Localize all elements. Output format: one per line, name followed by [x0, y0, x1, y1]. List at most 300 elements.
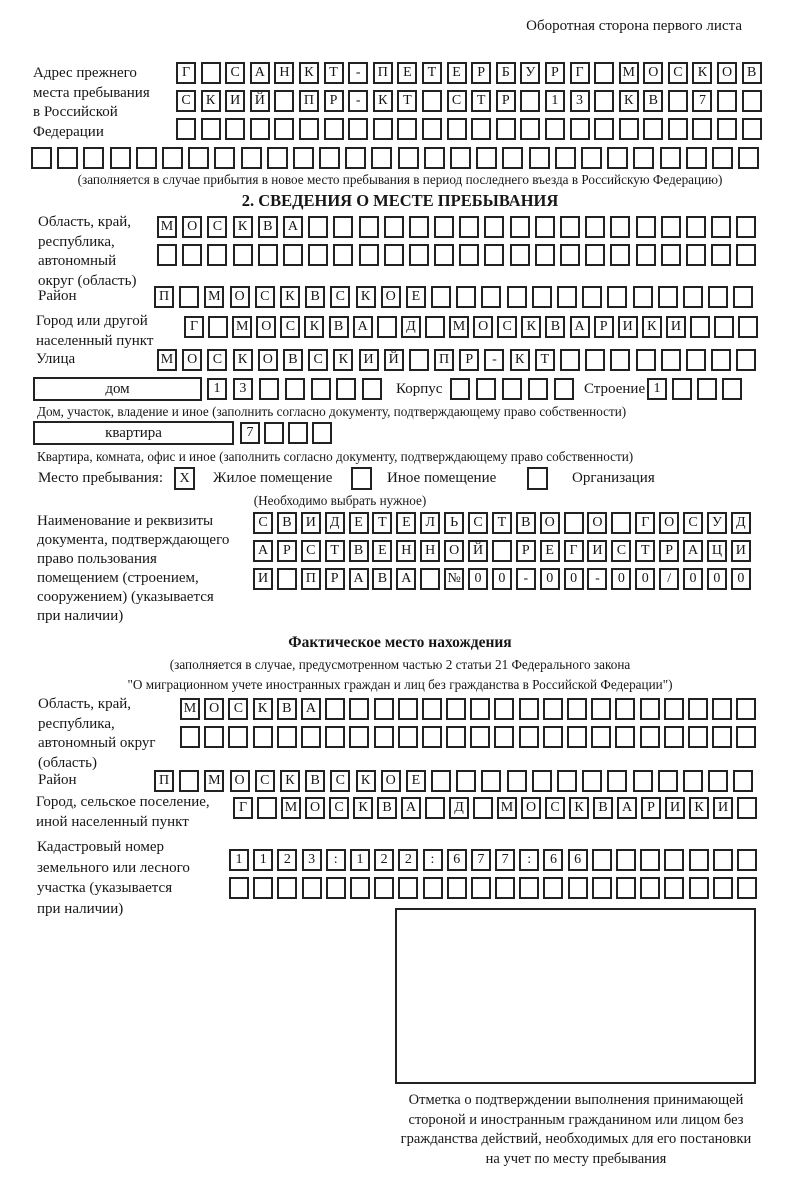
street-row-cell-9: И — [359, 349, 379, 371]
ownership-doc-row-1-cell-13: О — [540, 512, 560, 534]
actual-district-row-cell-3: М — [204, 770, 224, 792]
apartment-row — [240, 422, 332, 444]
actual-district-row-cell-16 — [532, 770, 552, 792]
actual-district-row-cell-14 — [481, 770, 501, 792]
ownership-doc-row-2-cell-13: Е — [540, 540, 560, 562]
actual-region-row-2-cell-9 — [374, 726, 394, 748]
ownership-doc-row-3-cell-4: Р — [325, 568, 345, 590]
actual-city-row-cell-13: О — [521, 797, 541, 819]
ownership-doc-row-2-cell-11 — [492, 540, 512, 562]
prev-address-row-3-cell-19 — [619, 118, 639, 140]
prev-address-label-line-4: Федерации — [33, 123, 104, 140]
district-row-cell-5: С — [255, 286, 275, 308]
actual-region-row-2-cell-22 — [688, 726, 708, 748]
region-row-1-cell-20 — [636, 216, 656, 238]
prev-address-row-4-cell-17 — [450, 147, 471, 169]
prev-address-row-1-cell-24: В — [742, 62, 762, 84]
apartment-note: Квартира, комната, офис и иное (заполнить согласно документу, подтверждающему право собственности) — [37, 449, 634, 464]
ownership-doc-row-3-cell-12: - — [516, 568, 536, 590]
city-label-line-1: Город или другой — [36, 313, 148, 329]
city-row-cell-6: К — [304, 316, 324, 338]
ownership-doc-row-1-cell-15: О — [587, 512, 607, 534]
korpus-row-cell-3 — [502, 378, 522, 400]
region-row-2-cell-20 — [636, 244, 656, 266]
stay-checkbox-organization — [527, 467, 548, 490]
cadastre-row-1-cell-1: 1 — [229, 849, 249, 871]
actual-region-row-1-cell-19 — [615, 698, 635, 720]
ownership-doc-row-3-cell-8 — [420, 568, 440, 590]
actual-region-row-1-cell-14 — [494, 698, 514, 720]
prev-address-row-3-cell-2 — [201, 118, 221, 140]
prev-address-row-1-cell-16: Р — [545, 62, 565, 84]
apartment-row-cell-1: 7 — [240, 422, 260, 444]
street-row-cell-21 — [661, 349, 681, 371]
prev-address-row-3-cell-4 — [250, 118, 270, 140]
actual-region-row-1-cell-8 — [349, 698, 369, 720]
actual-region-row-2-cell-12 — [446, 726, 466, 748]
actual-district-row-cell-5: С — [255, 770, 275, 792]
prev-address-row-2-cell-15 — [520, 90, 540, 112]
region-row-2-cell-17 — [560, 244, 580, 266]
prev-address-row-1-cell-11: Т — [422, 62, 442, 84]
actual-region-row-2-cell-2 — [204, 726, 224, 748]
actual-district-row-cell-2 — [179, 770, 199, 792]
cadastre-row-1-cell-22 — [737, 849, 757, 871]
cadastre-row-2-cell-20 — [689, 877, 709, 899]
stay-checkbox-other-premises — [351, 467, 372, 490]
prev-address-row-1-cell-4: А — [250, 62, 270, 84]
district-row-cell-4: О — [230, 286, 250, 308]
prev-address-row-2-cell-13: Т — [471, 90, 491, 112]
region-row-2-cell-6 — [283, 244, 303, 266]
ownership-doc-row-2 — [253, 540, 751, 562]
actual-region-row-1-cell-6: А — [301, 698, 321, 720]
stroenie-label: Строение — [584, 381, 646, 397]
prev-address-row-2-cell-12: С — [447, 90, 467, 112]
actual-district-row-cell-4: О — [230, 770, 250, 792]
ownership-doc-row-3-cell-5: А — [349, 568, 369, 590]
ownership-doc-row-2-cell-7: Н — [396, 540, 416, 562]
district-row-cell-1: П — [154, 286, 174, 308]
prev-address-row-4-cell-8 — [214, 147, 235, 169]
cadastre-row-2-cell-11 — [471, 877, 491, 899]
region-row-1-cell-10 — [384, 216, 404, 238]
district-row-cell-21 — [658, 286, 678, 308]
ownership-doc-label-line-1: Наименование и реквизиты — [37, 513, 214, 529]
ownership-doc-row-1 — [253, 512, 751, 534]
region-row-2-cell-11 — [409, 244, 429, 266]
cadastre-row-1-cell-3: 2 — [277, 849, 297, 871]
actual-region-row-2-cell-19 — [615, 726, 635, 748]
region-row-1-cell-2: О — [182, 216, 202, 238]
ownership-doc-row-3-cell-21: 0 — [731, 568, 751, 590]
actual-region-row-1-cell-13 — [470, 698, 490, 720]
city-row-cell-8: А — [353, 316, 373, 338]
ownership-doc-row-1-cell-14 — [564, 512, 584, 534]
ownership-doc-row-1-cell-21: Д — [731, 512, 751, 534]
actual-district-row-cell-24 — [733, 770, 753, 792]
actual-region-row-2-cell-21 — [664, 726, 684, 748]
actual-city-row-cell-2 — [257, 797, 277, 819]
street-row-cell-15: К — [510, 349, 530, 371]
actual-region-row-2-cell-5 — [277, 726, 297, 748]
house-number-row — [207, 378, 382, 400]
actual-city-row-cell-12: М — [497, 797, 517, 819]
ownership-doc-label-line-4: помещением (строением, — [37, 570, 199, 586]
prev-address-label-line-1: Адрес прежнего — [33, 65, 137, 81]
cadastre-row-2-cell-19 — [664, 877, 684, 899]
actual-region-row-1-cell-16 — [543, 698, 563, 720]
actual-region-row-2-cell-3 — [228, 726, 248, 748]
actual-city-row-cell-10: Д — [449, 797, 469, 819]
district-row-cell-3: М — [204, 286, 224, 308]
region-label-line-3: автономный — [38, 253, 117, 269]
ownership-doc-row-2-cell-21: И — [731, 540, 751, 562]
region-row-1-cell-3: С — [207, 216, 227, 238]
actual-region-label-line-4: (область) — [38, 754, 97, 771]
street-row-cell-17 — [560, 349, 580, 371]
region-row-2-cell-21 — [661, 244, 681, 266]
prev-address-row-3-cell-16 — [545, 118, 565, 140]
prev-address-row-2-cell-3: И — [225, 90, 245, 112]
actual-region-row-2-cell-14 — [494, 726, 514, 748]
cadastre-row-1-cell-21 — [713, 849, 733, 871]
actual-region-row-1-cell-17 — [567, 698, 587, 720]
street-row-cell-20 — [636, 349, 656, 371]
actual-city-row-cell-15: К — [569, 797, 589, 819]
actual-region-row-2-cell-11 — [422, 726, 442, 748]
cadastre-row-2-cell-7 — [374, 877, 394, 899]
cadastre-row-2-cell-6 — [350, 877, 370, 899]
actual-region-row-2-cell-7 — [325, 726, 345, 748]
actual-region-row-2-cell-23 — [712, 726, 732, 748]
ownership-doc-row-2-cell-17: Т — [635, 540, 655, 562]
stroenie-row-cell-4 — [722, 378, 742, 400]
region-row-2-cell-18 — [585, 244, 605, 266]
region-row-2-cell-22 — [686, 244, 706, 266]
ownership-doc-label-line-6: при наличии) — [37, 608, 124, 624]
city-row-cell-19: И — [618, 316, 638, 338]
stroenie-row-cell-2 — [672, 378, 692, 400]
district-row-cell-24 — [733, 286, 753, 308]
prev-address-row-1-cell-22: К — [692, 62, 712, 84]
ownership-doc-row-1-cell-7: Е — [396, 512, 416, 534]
cadastre-row-1-cell-2: 1 — [253, 849, 273, 871]
stay-checkbox-residential: X — [174, 467, 195, 490]
actual-city-label — [36, 793, 210, 832]
actual-city-row-cell-8: А — [401, 797, 421, 819]
cadastre-row-1-cell-18 — [640, 849, 660, 871]
house-number-row-cell-6 — [336, 378, 356, 400]
prev-address-row-1-cell-19: М — [619, 62, 639, 84]
region-label — [38, 213, 136, 291]
region-row-1-cell-17 — [560, 216, 580, 238]
district-row-cell-17 — [557, 286, 577, 308]
house-note: Дом, участок, владение и иное (заполнить согласно документу, подтверждающему право собственности) — [37, 404, 627, 419]
region-row-2-cell-12 — [434, 244, 454, 266]
actual-region-row-1-cell-7 — [325, 698, 345, 720]
ownership-doc-row-2-cell-16: С — [611, 540, 631, 562]
actual-region-row-2-cell-1 — [180, 726, 200, 748]
region-row-1-cell-1: М — [157, 216, 177, 238]
ownership-doc-row-1-cell-12: В — [516, 512, 536, 534]
actual-district-row-cell-22 — [683, 770, 703, 792]
stay-note: (Необходимо выбрать нужное) — [253, 493, 427, 508]
region-row-1-cell-14 — [484, 216, 504, 238]
actual-district-row-cell-6: К — [280, 770, 300, 792]
actual-city-row-cell-18: Р — [641, 797, 661, 819]
prev-address-row-4-cell-27 — [712, 147, 733, 169]
region-row-2-cell-2 — [182, 244, 202, 266]
cadastre-row-1-cell-10: 6 — [447, 849, 467, 871]
prev-address-row-1-cell-12: Е — [447, 62, 467, 84]
cadastre-row-2 — [229, 877, 757, 899]
ownership-doc-row-3-cell-18: / — [659, 568, 679, 590]
region-row-2-cell-7 — [308, 244, 328, 266]
prev-address-row-4-cell-3 — [83, 147, 104, 169]
cadastre-row-2-cell-8 — [398, 877, 418, 899]
actual-region-row-2-cell-15 — [519, 726, 539, 748]
actual-city-row — [233, 797, 757, 819]
district-row-cell-12 — [431, 286, 451, 308]
city-row-cell-15: К — [521, 316, 541, 338]
street-row-cell-1: М — [157, 349, 177, 371]
region-row-1-cell-6: А — [283, 216, 303, 238]
ownership-doc-row-1-cell-18: О — [659, 512, 679, 534]
actual-city-row-cell-11 — [473, 797, 493, 819]
prev-address-row-3 — [176, 118, 762, 140]
ownership-doc-row-2-cell-8: Н — [420, 540, 440, 562]
ownership-doc-row-3-cell-1: И — [253, 568, 273, 590]
city-row-cell-10: Д — [401, 316, 421, 338]
korpus-row-cell-5 — [554, 378, 574, 400]
actual-city-row-cell-16: В — [593, 797, 613, 819]
cadastre-row-1-cell-19 — [664, 849, 684, 871]
region-row-2-cell-10 — [384, 244, 404, 266]
actual-region-row-2-cell-24 — [736, 726, 756, 748]
house-number-row-cell-1: 1 — [207, 378, 227, 400]
prev-address-row-1-cell-23: О — [717, 62, 737, 84]
cadastre-row-1 — [229, 849, 757, 871]
prev-address-row-3-cell-18 — [594, 118, 614, 140]
prev-address-row-2-cell-17: 3 — [570, 90, 590, 112]
actual-location-note-2: "О миграционном учете иностранных граждан и лиц без гражданства в Российской Федерации") — [127, 677, 673, 692]
city-row-cell-24 — [738, 316, 758, 338]
apartment-row-cell-4 — [312, 422, 332, 444]
cadastre-label-line-4: при наличии) — [37, 900, 124, 917]
prev-address-note: (заполняется в случае прибытия в новое место пребывания в период последнего въезда в Российскую Федерацию) — [77, 172, 723, 187]
prev-address-row-4-cell-24 — [633, 147, 654, 169]
prev-address-row-2-cell-19: К — [619, 90, 639, 112]
region-row-2-cell-9 — [359, 244, 379, 266]
korpus-label: Корпус — [396, 381, 443, 397]
prev-address-row-3-cell-13 — [471, 118, 491, 140]
ownership-doc-row-2-cell-12: Р — [516, 540, 536, 562]
actual-region-row-2-cell-8 — [349, 726, 369, 748]
ownership-doc-row-2-cell-6: Е — [372, 540, 392, 562]
city-row-cell-22 — [690, 316, 710, 338]
prev-address-row-2-cell-18 — [594, 90, 614, 112]
district-row-cell-14 — [481, 286, 501, 308]
prev-address-row-3-cell-9 — [373, 118, 393, 140]
region-row-1-cell-15 — [510, 216, 530, 238]
prev-address-row-4-cell-15 — [398, 147, 419, 169]
city-row-cell-11 — [425, 316, 445, 338]
prev-address-row-1-cell-17: Г — [570, 62, 590, 84]
prev-address-row-4-cell-14 — [371, 147, 392, 169]
street-row-cell-5: О — [258, 349, 278, 371]
street-row-cell-7: С — [308, 349, 328, 371]
actual-city-row-cell-19: И — [665, 797, 685, 819]
actual-region-row-1-cell-18 — [591, 698, 611, 720]
prev-address-row-1-cell-21: С — [668, 62, 688, 84]
street-row-cell-12: П — [434, 349, 454, 371]
actual-city-row-cell-1: Г — [233, 797, 253, 819]
district-row-cell-7: В — [305, 286, 325, 308]
stroenie-row-cell-1: 1 — [647, 378, 667, 400]
house-number-row-cell-4 — [285, 378, 305, 400]
prev-address-row-2 — [176, 90, 762, 112]
prev-address-row-2-cell-8: - — [348, 90, 368, 112]
street-row-cell-2: О — [182, 349, 202, 371]
actual-city-row-cell-6: К — [353, 797, 373, 819]
prev-address-row-3-cell-24 — [742, 118, 762, 140]
cadastre-row-1-cell-4: 3 — [302, 849, 322, 871]
district-row-cell-11: Е — [406, 286, 426, 308]
region-label-line-4: округ (область) — [38, 272, 137, 289]
actual-district-row-cell-12 — [431, 770, 451, 792]
region-row-1-cell-19 — [610, 216, 630, 238]
actual-region-row-2-cell-13 — [470, 726, 490, 748]
actual-district-row — [154, 770, 753, 792]
actual-district-row-cell-17 — [557, 770, 577, 792]
cadastre-row-1-cell-8: 2 — [398, 849, 418, 871]
actual-city-row-cell-21: И — [713, 797, 733, 819]
stamp-caption-line-1: Отметка о подтверждении выполнения принимающей — [408, 1092, 744, 1108]
district-row-cell-23 — [708, 286, 728, 308]
ownership-doc-label-line-2: документа, подтверждающего — [37, 532, 230, 548]
actual-district-row-cell-10: О — [381, 770, 401, 792]
ownership-doc-row-1-cell-1: С — [253, 512, 273, 534]
ownership-doc-row-1-cell-2: В — [277, 512, 297, 534]
actual-district-row-cell-15 — [507, 770, 527, 792]
stamp-caption-line-3: гражданства действий, необходимых для его постановки — [400, 1131, 752, 1147]
region-row-1-cell-24 — [736, 216, 756, 238]
stamp-caption-line-2: стороной и иностранным гражданином или лицом без — [408, 1111, 744, 1128]
prev-address-row-2-cell-23 — [717, 90, 737, 112]
prev-address-row-2-cell-10: Т — [397, 90, 417, 112]
actual-region-row-2-cell-17 — [567, 726, 587, 748]
street-row-cell-3: С — [207, 349, 227, 371]
stay-label: Место пребывания: — [38, 470, 163, 486]
ownership-doc-row-1-cell-20: У — [707, 512, 727, 534]
ownership-doc-row-1-cell-9: Ь — [444, 512, 464, 534]
prev-address-row-1-cell-1: Г — [176, 62, 196, 84]
apartment-row-cell-2 — [264, 422, 284, 444]
region-row-2-cell-14 — [484, 244, 504, 266]
region-row-1 — [157, 216, 756, 238]
actual-region-row-1-cell-22 — [688, 698, 708, 720]
stay-option-other-premises-label: Иное помещение — [387, 470, 497, 486]
city-row-cell-16: В — [545, 316, 565, 338]
cadastre-row-2-cell-2 — [253, 877, 273, 899]
actual-region-label-line-1: Область, край, — [38, 696, 132, 712]
prev-address-label-line-3: в Российской — [33, 104, 118, 120]
prev-address-row-4-cell-13 — [345, 147, 366, 169]
prev-address-row-3-cell-8 — [348, 118, 368, 140]
street-row-cell-22 — [686, 349, 706, 371]
city-row-cell-18: Р — [594, 316, 614, 338]
prev-address-row-4-cell-22 — [581, 147, 602, 169]
prev-address-row-4-cell-26 — [686, 147, 707, 169]
district-row-cell-13 — [456, 286, 476, 308]
ownership-doc-row-2-cell-1: А — [253, 540, 273, 562]
prev-address-row-3-cell-3 — [225, 118, 245, 140]
prev-address-row-3-cell-11 — [422, 118, 442, 140]
prev-address-row-1-cell-7: Т — [324, 62, 344, 84]
actual-region-row-2-cell-6 — [301, 726, 321, 748]
region-row-2-cell-24 — [736, 244, 756, 266]
city-row-cell-1: Г — [184, 316, 204, 338]
ownership-doc-row-1-cell-11: Т — [492, 512, 512, 534]
prev-address-row-4-cell-28 — [738, 147, 759, 169]
prev-address-row-2-cell-1: С — [176, 90, 196, 112]
prev-address-label — [33, 64, 150, 142]
district-row-cell-20 — [633, 286, 653, 308]
actual-region-row-2-cell-18 — [591, 726, 611, 748]
prev-address-row-4-cell-1 — [31, 147, 52, 169]
street-row-cell-23 — [711, 349, 731, 371]
region-row-2-cell-16 — [535, 244, 555, 266]
district-row-cell-15 — [507, 286, 527, 308]
actual-region-label-line-3: автономный округ — [38, 735, 156, 751]
street-row-cell-4: К — [233, 349, 253, 371]
ownership-doc-row-2-cell-20: Ц — [707, 540, 727, 562]
actual-city-row-cell-17: А — [617, 797, 637, 819]
prev-address-row-3-cell-6 — [299, 118, 319, 140]
actual-city-row-cell-4: О — [305, 797, 325, 819]
ownership-doc-row-3-cell-10: 0 — [468, 568, 488, 590]
street-row-cell-8: К — [333, 349, 353, 371]
street-row-cell-16: Т — [535, 349, 555, 371]
district-label: Район — [38, 288, 77, 304]
prev-address-row-2-cell-14: Р — [496, 90, 516, 112]
cadastre-row-1-cell-13: : — [519, 849, 539, 871]
actual-location-note-1: (заполняется в случае, предусмотренном частью 2 статьи 21 Федерального закона — [169, 657, 631, 672]
district-row-cell-8: С — [330, 286, 350, 308]
actual-region-row-2-cell-4 — [253, 726, 273, 748]
prev-address-row-4-cell-7 — [188, 147, 209, 169]
actual-city-row-cell-20: К — [689, 797, 709, 819]
prev-address-row-3-cell-23 — [717, 118, 737, 140]
city-row-cell-4: О — [256, 316, 276, 338]
page-side-note: Оборотная сторона первого листа — [526, 18, 742, 34]
prev-address-row-4-cell-21 — [555, 147, 576, 169]
prev-address-row-3-cell-1 — [176, 118, 196, 140]
prev-address-row-3-cell-21 — [668, 118, 688, 140]
actual-district-row-cell-18 — [582, 770, 602, 792]
prev-address-row-1-cell-8: - — [348, 62, 368, 84]
prev-address-row-1-cell-3: С — [225, 62, 245, 84]
prev-address-row-2-cell-4: Й — [250, 90, 270, 112]
region-row-2-cell-4 — [233, 244, 253, 266]
city-row-cell-14: С — [497, 316, 517, 338]
city-row-cell-23 — [714, 316, 734, 338]
apartment-box: квартира — [33, 421, 234, 445]
actual-region-row-1-cell-23 — [712, 698, 732, 720]
house-number-row-cell-5 — [311, 378, 331, 400]
ownership-doc-row-2-cell-14: Г — [564, 540, 584, 562]
